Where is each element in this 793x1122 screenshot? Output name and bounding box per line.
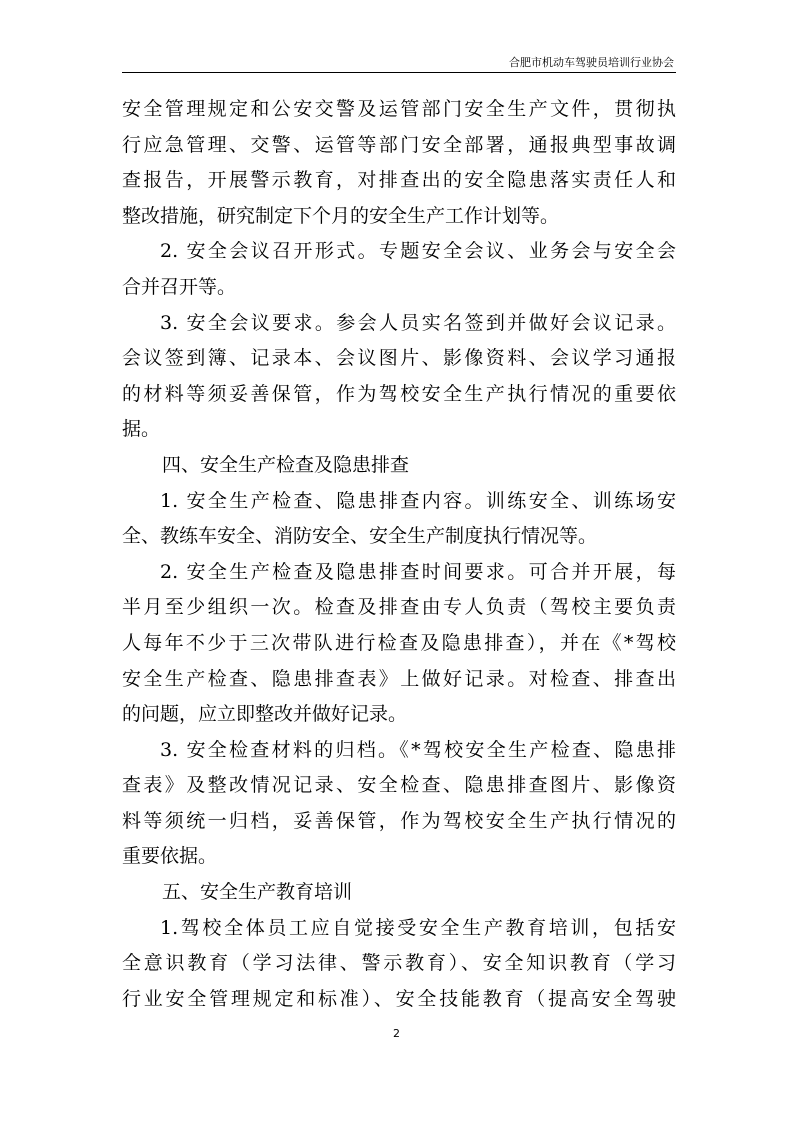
paragraph-line: 重要依据。 [122, 845, 218, 868]
section-heading: 五、安全生产教育培训 [162, 881, 353, 904]
paragraph-line: 3. 安全检查材料的归档。《*驾校安全生产检查、隐患排 [160, 738, 676, 761]
paragraph-line: 1.驾校全体员工应自觉接受安全生产教育培训，包括安 [160, 916, 676, 939]
page-number: 2 [393, 1027, 400, 1040]
paragraph-line: 人每年不少于三次带队进行检查及隐患排查），并在《*驾校 [122, 631, 676, 654]
paragraph-line: 半月至少组织一次。检查及排查由专人负责（驾校主要负责 [122, 596, 676, 619]
paragraph-line: 安全生产检查、隐患排查表》上做好记录。对检查、排查出 [122, 667, 676, 690]
paragraph-line: 料等须统一归档，妥善保管，作为驾校安全生产执行情况的 [122, 809, 676, 832]
paragraph-line: 会议签到簿、记录本、会议图片、影像资料、会议学习通报 [122, 347, 676, 370]
section-heading: 四、安全生产检查及隐患排查 [162, 453, 410, 476]
paragraph-line: 2. 安全生产检查及隐患排查时间要求。可合并开展，每 [160, 560, 676, 583]
paragraph-line: 行应急管理、交警、运管等部门安全部署，通报典型事故调 [122, 133, 676, 156]
paragraph-line: 3. 安全会议要求。参会人员实名签到并做好会议记录。 [160, 311, 676, 334]
paragraph-line: 安全管理规定和公安交警及运管部门安全生产文件，贯彻执 [122, 98, 676, 120]
paragraph-line: 2. 安全会议召开形式。专题安全会议、业务会与安全会 [160, 240, 676, 263]
paragraph-line: 合并召开等。 [122, 275, 237, 298]
paragraph-line: 据。 [122, 418, 161, 441]
paragraph-line: 的问题，应立即整改并做好记录。 [122, 703, 408, 726]
paragraph-line: 整改措施，研究制定下个月的安全生产工作计划等。 [122, 204, 560, 227]
paragraph-line: 查表》及整改情况记录、安全检查、隐患排查图片、影像资 [122, 774, 676, 797]
paragraph-line: 的材料等须妥善保管，作为驾校安全生产执行情况的重要依 [122, 382, 676, 405]
paragraph-line: 行业安全管理规定和标准）、安全技能教育（提高安全驾驶 [122, 987, 676, 1010]
paragraph-line: 全意识教育（学习法律、警示教育）、安全知识教育（学习 [122, 952, 676, 975]
page-header [122, 48, 676, 73]
document-body [122, 92, 676, 1017]
paragraph-line: 全、教练车安全、消防安全、安全生产制度执行情况等。 [122, 525, 598, 548]
header-organization: 合肥市机动车驾驶员培训行业协会 [509, 56, 674, 69]
paragraph-line: 1. 安全生产检查、隐患排查内容。训练安全、训练场安 [160, 489, 676, 512]
paragraph-line: 查报告，开展警示教育，对排查出的安全隐患落实责任人和 [122, 169, 676, 192]
